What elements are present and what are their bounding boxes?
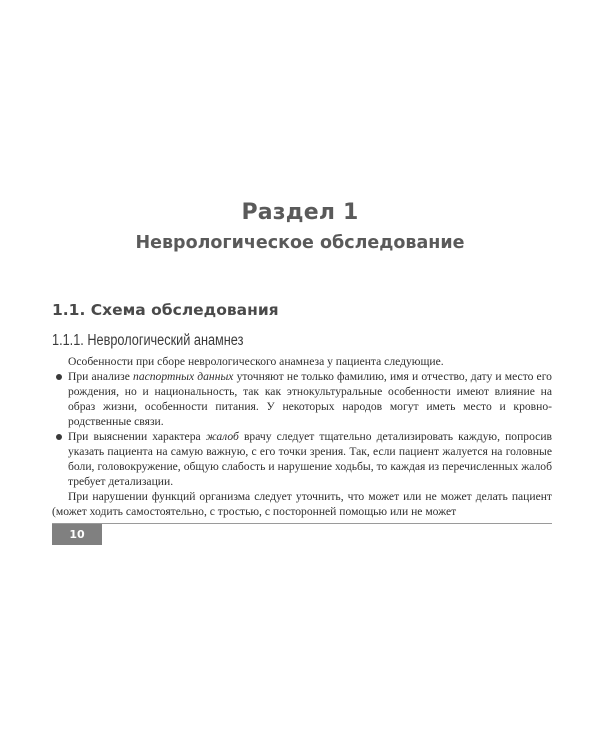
- list-item-emphasis: жалоб: [205, 430, 239, 443]
- list-item: [52, 429, 552, 489]
- bullet-list: [52, 369, 552, 489]
- footer-rule: [52, 523, 552, 524]
- list-item: [52, 369, 552, 429]
- chapter-title: Неврологическое обследование: [135, 233, 465, 253]
- list-item-text-post: уточняют не только фамилию, имя и отчество, дату и место его рождения, но и национальность, так как этнокультуральные особенности имеют влияние на образ жизни, особенности питания. У некоторых народов могут иметь место и кровно-родственные связи.: [68, 370, 552, 428]
- subsection-title: 1.1.1. Неврологический анамнез: [52, 332, 244, 349]
- chapter-label: Раздел 1: [241, 200, 359, 225]
- page-number: 10: [69, 528, 85, 541]
- list-item-text-pre: При анализе: [68, 370, 134, 383]
- section-title: 1.1. Схема обследования: [52, 301, 279, 319]
- intro-paragraph: Особенности при сборе неврологического анамнеза у пациента следующие.: [68, 355, 444, 368]
- bullet-icon: [56, 434, 62, 440]
- list-item-text-pre: При выяснении характера: [68, 430, 206, 443]
- list-item-text-post: врачу следует тщательно детализировать каждую, попросив указать пациента на самую важную, с его точки зрения. Так, если пациент жалуется на головные боли, головокружение, общую слабость и нарушение ходьбы, то каждая из перечисленных жалоб требует детализации.: [68, 430, 552, 488]
- closing-paragraph: При нарушении функций организма следует уточнить, что может или не может делать пациент (может ходить самостоятельно, с тростью, с посторонней помощью или не может: [52, 490, 552, 518]
- list-item-emphasis: паспортных данных: [133, 370, 234, 383]
- body-text: [52, 354, 552, 519]
- bullet-icon: [56, 374, 62, 380]
